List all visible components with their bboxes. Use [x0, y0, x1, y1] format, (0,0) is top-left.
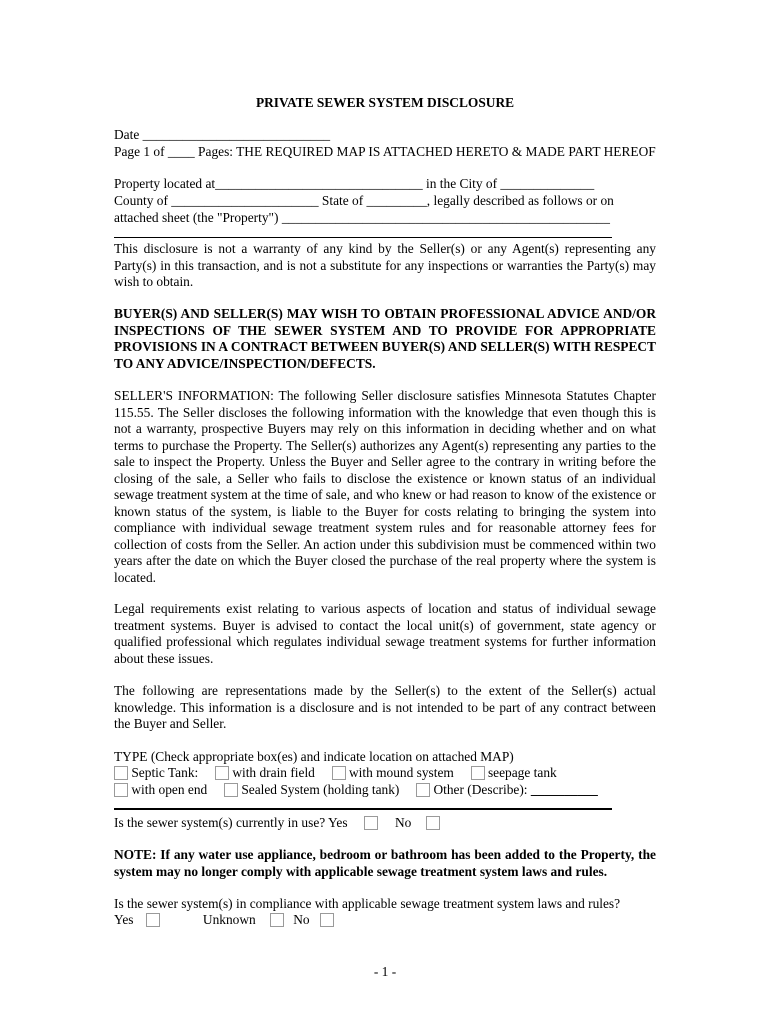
sellers-information-paragraph: SELLER'S INFORMATION: The following Seller disclosure satisfies Minnesota Statutes Chapter 115.55. The Seller discloses the following information with the knowledge that even though this is not a warranty, prospective Buyers may rely on this information in deciding whether and on what terms to purchase the Property. The Seller(s) authorizes any Agent(s) representing any parties to the sale to inspect the Property. Unless the Buyer and Seller agree to the contrary in writing before the closing of the sale, a Seller who fails to disclose the existence or known status of an individual sewage treatment system at the time of sale, and who knew or had reason to know of the existence or known status of the system, is liable to the Buyer for costs relating to bringing the system into compliance with individual sewage treatment system rules and for reasonable attorney fees for collection of costs from the Seller. An action under this subdivision must be commenced within two years after the date on which the Buyer closed the purchase of the real property where the system is located. [114, 388, 656, 585]
drain-field-label: with drain field [232, 765, 315, 780]
septic-tank-label: Septic Tank: [131, 765, 199, 780]
legal-requirements-paragraph: Legal requirements exist relating to various aspects of location and status of individual sewage treatment systems. Buyer is advised to contact the local unit(s) of government, state agency or qualified professional which regulates individual sewage treatment systems for further information about these issues. [114, 601, 656, 666]
other-describe-blank[interactable]: __________ [530, 782, 598, 797]
mound-system-label: with mound system [348, 765, 454, 780]
septic-tank-checkbox[interactable] [114, 766, 128, 780]
in-use-no-label: No [394, 815, 412, 830]
open-end-checkbox[interactable] [114, 783, 128, 797]
date-line: Date ____________________________ [114, 127, 331, 142]
page-number-footer: - 1 - [373, 964, 397, 979]
type-section-heading: TYPE (Check appropriate box(es) and indicate location on attached MAP) [114, 749, 514, 764]
disclaimer-paragraph: This disclosure is not a warranty of any kind by the Seller(s) or any Agent(s) representing any Party(s) in this transaction, and is not a substitute for any inspections or warranties the Party(s) may wish to obtain. [114, 241, 656, 289]
document-title: PRIVATE SEWER SYSTEM DISCLOSURE [255, 95, 515, 110]
seepage-tank-label: seepage tank [487, 765, 557, 780]
professional-advice-notice: BUYER(S) AND SELLER(S) MAY WISH TO OBTAIN PROFESSIONAL ADVICE AND/OR INSPECTIONS OF THE SEWER SYSTEM AND TO PROVIDE FOR APPROPRIATE PROVISIONS IN A CONTRACT BETWEEN BUYER(S) AND SELLER(S) WITH RESPECT TO ANY ADVICE/INSPECTION/DEFECTS. [114, 306, 656, 371]
compliance-yes-label: Yes [114, 912, 134, 927]
in-use-no-checkbox[interactable] [426, 816, 440, 830]
type-row-1 [114, 765, 557, 782]
compliance-unknown-label: Unknown [202, 912, 256, 927]
separator-rule [114, 237, 612, 238]
seepage-tank-checkbox[interactable] [471, 766, 485, 780]
compliance-no-label: No [293, 912, 310, 927]
compliance-no-checkbox[interactable] [320, 913, 334, 927]
drain-field-checkbox[interactable] [215, 766, 229, 780]
compliance-unknown-checkbox[interactable] [270, 913, 284, 927]
open-end-label: with open end [131, 782, 208, 797]
compliance-yes-checkbox[interactable] [146, 913, 160, 927]
property-description-line: attached sheet (the "Property") _________________________________________________ [114, 210, 610, 225]
sealed-system-label: Sealed System (holding tank) [241, 782, 400, 797]
page-count-line: Page 1 of ____ Pages: THE REQUIRED MAP IS ATTACHED HERETO & MADE PART HEREOF [114, 144, 656, 159]
other-checkbox[interactable] [416, 783, 430, 797]
sealed-system-checkbox[interactable] [224, 783, 238, 797]
in-use-row [114, 815, 440, 832]
property-county-line: County of ______________________ State of _________, legally described as follows or on [114, 193, 614, 208]
other-describe-rule [114, 808, 612, 810]
other-label: Other (Describe): [433, 782, 528, 797]
in-use-yes-checkbox[interactable] [364, 816, 378, 830]
added-appliance-note: NOTE: If any water use appliance, bedroom or bathroom has been added to the Property, the system may no longer comply with applicable sewage treatment system laws and rules. [114, 847, 656, 879]
property-location-line: Property located at_______________________________ in the City of ______________ [114, 176, 595, 191]
in-use-question: Is the sewer system(s) currently in use? Yes [114, 815, 348, 830]
type-row-2 [114, 782, 598, 799]
mound-system-checkbox[interactable] [332, 766, 346, 780]
representations-paragraph: The following are representations made by the Seller(s) to the extent of the Seller(s) actual knowledge. This information is a disclosure and is not intended to be part of any contract between the Buyer and Seller. [114, 683, 656, 731]
compliance-answer-row [114, 912, 334, 929]
compliance-question: Is the sewer system(s) in compliance with applicable sewage treatment system laws and rules? [114, 896, 621, 911]
